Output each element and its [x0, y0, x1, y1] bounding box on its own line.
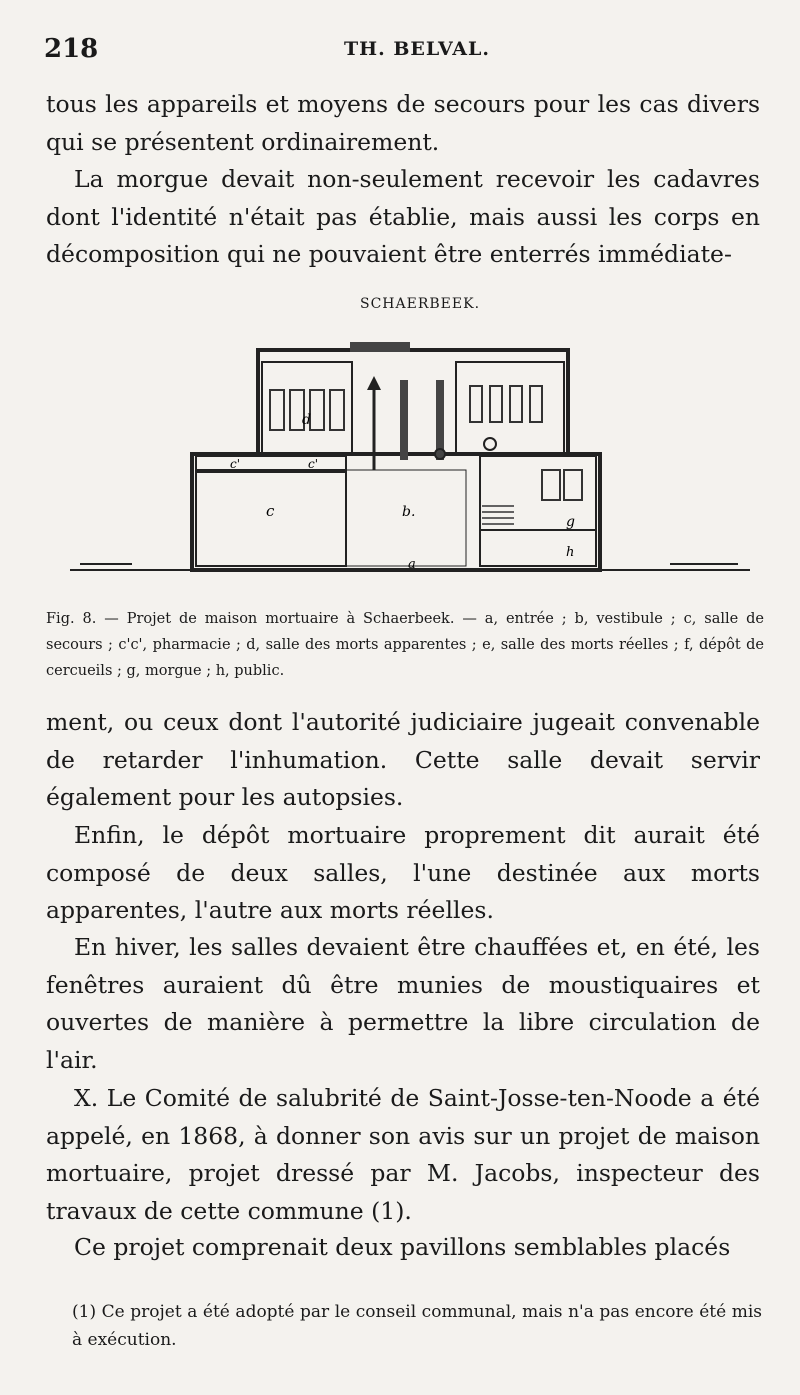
floor-plan: [70, 320, 750, 595]
label-c-prime: c': [230, 457, 241, 471]
label-d: d: [302, 412, 311, 428]
room-g-tables: [542, 470, 582, 500]
room-d: [262, 362, 352, 454]
arrow-head: [367, 376, 381, 390]
paragraph-6: X. Le Comité de salubrité de Saint-Josse-ten-Noode a été appelé, en 1868, à donner son avis sur un projet de maison mortuaire, projet dressé par M. Jacobs, inspecteur des travaux de cette commune (1).: [46, 1084, 760, 1225]
paragraph-2: La morgue devait non-seulement recevoir les cadavres dont l'identité n'était pas établie, mais aussi les corps en décomposition qui ne pouvaient être enterrés immédiate-: [46, 165, 760, 268]
label-c: c: [266, 502, 275, 520]
page-header: [44, 34, 760, 74]
page-number: 218: [44, 34, 99, 64]
fixture-2: [484, 438, 496, 450]
entrance-porch: [350, 342, 410, 352]
label-g: g: [566, 514, 575, 530]
column-left: [400, 380, 408, 460]
room-g: [480, 456, 596, 566]
paragraph-1: tous les appareils et moyens de secours pour les cas divers qui se présentent ordinairement.: [46, 90, 760, 156]
label-h: h: [566, 545, 575, 560]
footnote: (1) Ce projet a été adopté par le conseil communal, mais n'a pas encore été mis à exécution.: [72, 1302, 762, 1350]
paragraph-3: ment, ou ceux dont l'autorité judiciaire jugeait convenable de retarder l'inhumation. Cette salle devait servir également pour les autopsies.: [46, 708, 760, 811]
running-head: TH. BELVAL.: [344, 38, 490, 60]
paragraph-5: En hiver, les salles devaient être chauffées et, en été, les fenêtres auraient dû être munies de moustiquaires et ouvertes de manière à permettre la libre circulation de l'air.: [46, 933, 760, 1074]
paragraph-7: Ce projet comprenait deux pavillons semblables placés: [74, 1233, 731, 1261]
figure-caption: Fig. 8. — Projet de maison mortuaire à Schaerbeek. — a, entrée ; b, vestibule ; c, salle de secours ; c'c', pharmacie ; d, salle des morts apparentes ; e, salle des morts réelles ; f, dépôt de cercueils ; g, morgue ; h, public.: [46, 611, 764, 679]
room-e-tables: [470, 386, 542, 422]
paragraph-4: Enfin, le dépôt mortuaire proprement dit aurait été composé de deux salles, l'une destinée aux morts apparentes, l'autre aux morts réelles.: [46, 821, 760, 924]
stairs: [482, 506, 514, 524]
label-b: b.: [402, 504, 416, 520]
label-c-prime-2: c': [308, 457, 319, 471]
label-a: a: [408, 557, 416, 572]
figure-title: SCHAERBEEK.: [360, 296, 481, 312]
